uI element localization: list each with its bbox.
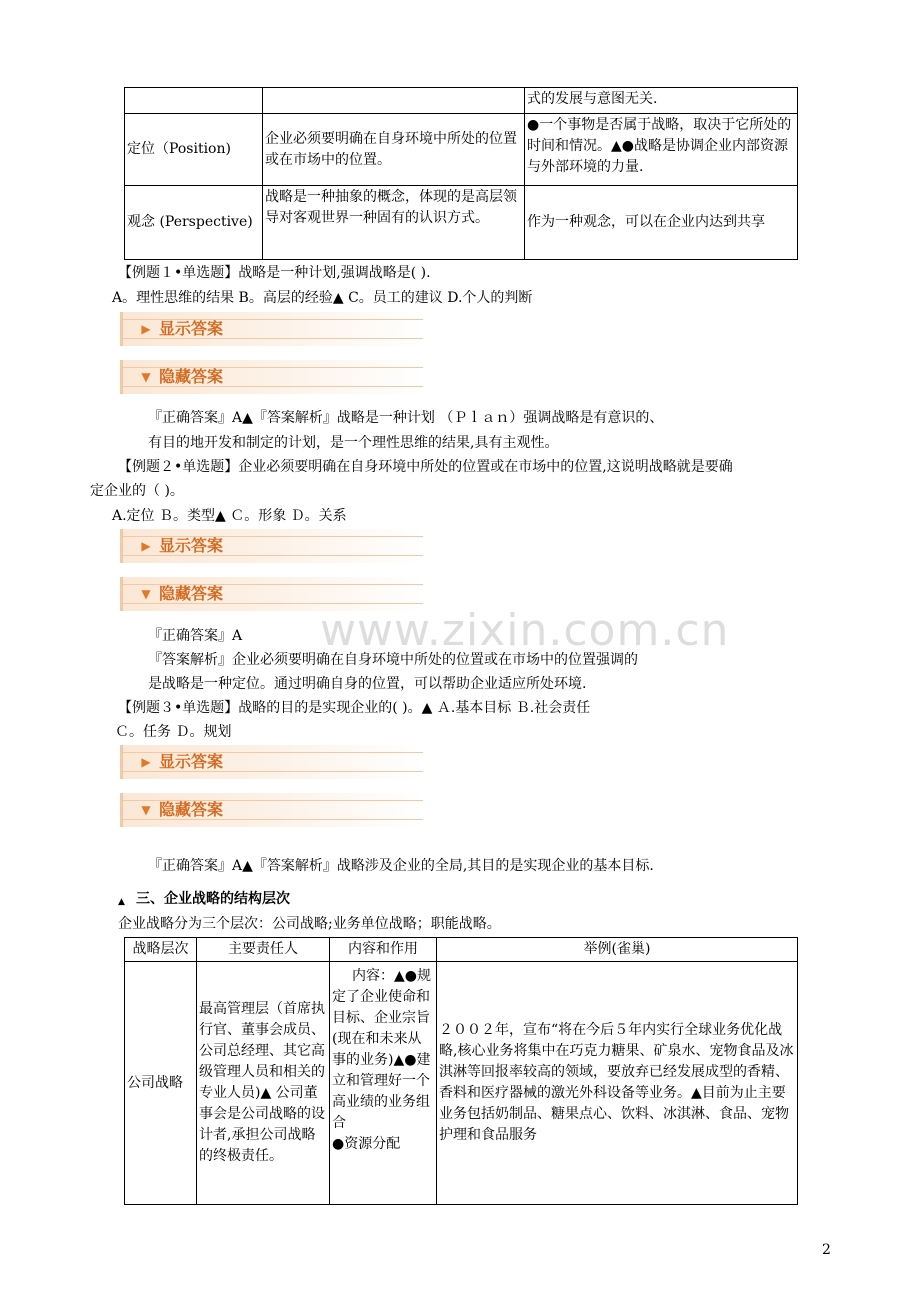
example-cell: ２００２年，宣布“将在今后５年内实行全球业务优化战略,核心业务将集中在巧克力糖果、矿泉水、宠物食品及冰淇淋等回报率较高的领域，要放弃已经发展成型的香精、香料和医疗器械的激光外科设备等业务。▲目前为止主要业务包括奶制品、糖果点心、饮料、冰淇淋、食品、宠物护理和食品服务 bbox=[437, 962, 798, 1205]
table-cell bbox=[263, 88, 525, 114]
strategy-level-cell: 公司战略 bbox=[125, 962, 197, 1205]
table-cell: 作为一种观念，可以在企业内达到共享 bbox=[525, 186, 798, 260]
show-answer-label: 显示答案 bbox=[159, 319, 224, 338]
show-answer-label: 显示答案 bbox=[159, 752, 224, 771]
question-3-answer: 『正确答案』A▲『答案解析』战略涉及企业的全局,其目的是实现企业的基本目标. bbox=[148, 858, 654, 874]
arrow-down-icon: ▼ bbox=[141, 370, 151, 384]
arrow-right-icon: ▶ bbox=[141, 322, 151, 336]
page-number: 2 bbox=[822, 1242, 831, 1258]
column-header: 战略层次 bbox=[125, 938, 197, 962]
question-1-answer-cont: 有目的地开发和制定的计划，是一个理性思维的结果,具有主观性。 bbox=[148, 435, 559, 451]
table-cell: 式的发展与意图无关. bbox=[525, 88, 798, 114]
content-text: 内容：▲●规定了企业使命和目标、企业宗旨(现在和未来从事的业务)▲●建立和管理好一个高业绩的业务组合 bbox=[332, 968, 431, 1131]
section-title: 三、企业战略的结构层次 bbox=[136, 891, 290, 907]
top-table bbox=[124, 87, 798, 260]
show-answer-button[interactable] bbox=[120, 745, 423, 779]
table-cell: 观念 (Perspective) bbox=[125, 186, 263, 260]
section-intro: 企业战略分为三个层次：公司战略;业务单位战略；职能战略。 bbox=[118, 916, 501, 932]
arrow-right-icon: ▶ bbox=[141, 755, 151, 769]
question-3-stem: 【例题３•单选题】战略的目的是实现企业的( )。▲ Ａ.基本目标 Ｂ.社会责任 bbox=[118, 700, 591, 716]
column-header: 举例(雀巢) bbox=[437, 938, 798, 962]
table-cell: ●一个事物是否属于战略，取决于它所处的时间和情况。▲●战略是协调企业内部资源与外部环境的力量. bbox=[525, 114, 798, 186]
hide-answer-button[interactable] bbox=[120, 793, 423, 827]
question-2-explanation: 『答案解析』企业必须要明确在自身环境中所处的位置或在市场中的位置强调的 bbox=[148, 652, 638, 668]
hide-answer-label: 隐藏答案 bbox=[159, 800, 224, 819]
table-cell: 战略是一种抽象的概念，体现的是高层领导对客观世界一种固有的认识方式。 bbox=[263, 186, 525, 260]
watermark: www.zixin.com.cn bbox=[320, 605, 730, 656]
column-header: 内容和作用 bbox=[330, 938, 437, 962]
question-2-stem-cont: 定企业的（ )。 bbox=[90, 483, 184, 499]
arrow-down-icon: ▼ bbox=[141, 803, 151, 817]
strategy-levels-table bbox=[124, 937, 798, 1205]
question-2-answer: 『正确答案』A bbox=[148, 628, 243, 644]
question-1-answer: 『正确答案』A▲『答案解析』战略是一种计划 （Ｐｌａｎ）强调战略是有意识的、 bbox=[148, 410, 664, 426]
content-extra: ●资源分配 bbox=[332, 1136, 401, 1152]
table-cell bbox=[125, 88, 263, 114]
column-header: 主要责任人 bbox=[197, 938, 330, 962]
table-cell: 定位（Position) bbox=[125, 114, 263, 186]
responsible-person-cell: 最高管理层（首席执行官、董事会成员、公司总经理、其它高级管理人员和相关的专业人员)▲ 公司董事会是公司战略的设计者,承担公司战略的终极责任。 bbox=[197, 962, 330, 1205]
table-cell: 企业必须要明确在自身环境中所处的位置或在市场中的位置。 bbox=[263, 114, 525, 186]
arrow-right-icon: ▶ bbox=[141, 539, 151, 553]
question-1-stem: 【例题１•单选题】战略是一种计划,强调战略是( ). bbox=[118, 265, 431, 281]
question-2-options: A.定位 Ｂ。类型▲ Ｃ。形象 Ｄ。关系 bbox=[112, 508, 347, 524]
table-header-row bbox=[125, 938, 798, 962]
show-answer-label: 显示答案 bbox=[159, 536, 224, 555]
question-3-options: Ｃ。任务 Ｄ。规划 bbox=[115, 724, 232, 740]
hide-answer-button[interactable] bbox=[120, 360, 423, 394]
question-2-stem: 【例题２•单选题】企业必须要明确在自身环境中所处的位置或在市场中的位置,这说明战略就是要确 bbox=[118, 459, 733, 475]
show-answer-button[interactable] bbox=[120, 529, 423, 563]
table-row bbox=[125, 114, 798, 186]
hide-answer-label: 隐藏答案 bbox=[159, 367, 224, 386]
show-answer-button[interactable] bbox=[120, 312, 423, 346]
hide-answer-label: 隐藏答案 bbox=[159, 584, 224, 603]
arrow-down-icon: ▼ bbox=[141, 587, 151, 601]
content-cell bbox=[330, 962, 437, 1205]
section-marker: ▲ bbox=[118, 897, 125, 907]
table-row bbox=[125, 962, 798, 1205]
table-row bbox=[125, 88, 798, 114]
table-row bbox=[125, 186, 798, 260]
question-1-options: A。理性思维的结果 B。高层的经验▲ C。员工的建议 D.个人的判断 bbox=[112, 290, 533, 306]
question-2-explanation-cont: 是战略是一种定位。通过明确自身的位置，可以帮助企业适应所处环境. bbox=[148, 676, 587, 692]
